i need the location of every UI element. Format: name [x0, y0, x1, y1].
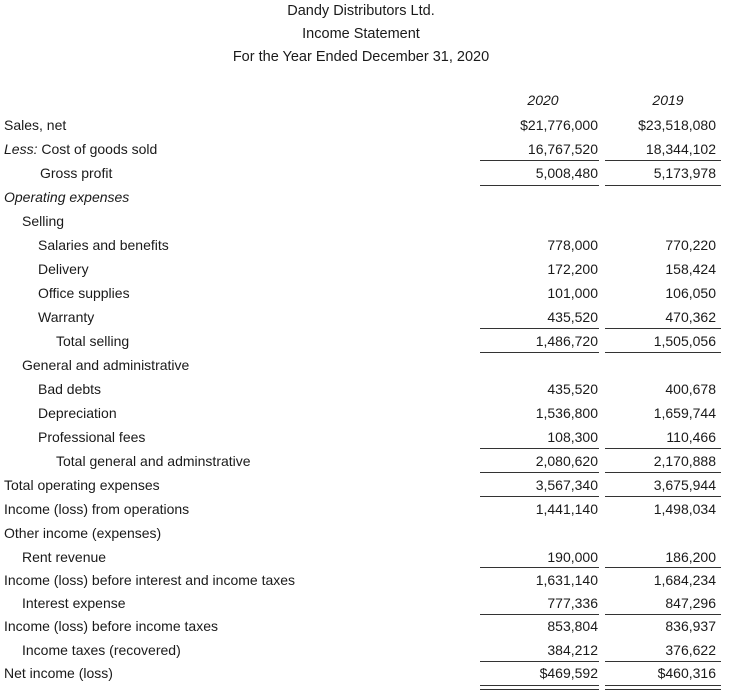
value-2020: 16,767,520	[527, 141, 598, 157]
value-2019: 110,466	[666, 429, 716, 445]
less-prefix: Less:	[4, 141, 38, 157]
value-2019: 847,296	[665, 595, 716, 611]
value-2020: 384,212	[547, 642, 598, 658]
value-2019: 1,505,056	[653, 333, 716, 349]
row-label: Office supplies	[38, 285, 130, 301]
underline	[605, 352, 721, 353]
value-2020: 777,336	[547, 595, 598, 611]
value-2019: 376,622	[665, 642, 716, 658]
value-2019: 836,937	[665, 618, 716, 634]
row-label: Delivery	[38, 261, 89, 277]
row-label: Bad debts	[38, 381, 102, 397]
row-income-from-operations	[0, 498, 736, 522]
value-2019: 1,684,234	[653, 572, 716, 588]
row-label: Total operating expenses	[4, 477, 160, 493]
row-other-income-heading	[0, 522, 736, 546]
row-total-general-and-administrative	[0, 450, 736, 474]
row-cost-of-goods-sold	[0, 138, 736, 162]
company-name: Dandy Distributors Ltd.	[287, 3, 435, 19]
row-label: Net income (loss)	[4, 665, 113, 681]
underline	[480, 614, 599, 615]
statement-title: Income Statement	[302, 26, 420, 42]
row-label: Cost of goods sold	[37, 141, 158, 157]
value-2020: 853,804	[547, 618, 598, 634]
row-salaries-and-benefits	[0, 234, 736, 258]
value-2020: 3,567,340	[535, 477, 598, 493]
underline	[605, 448, 721, 449]
underline	[480, 496, 599, 497]
statement-period: For the Year Ended December 31, 2020	[232, 49, 490, 65]
value-2019: 2,170,888	[653, 453, 716, 469]
value-2019: 106,050	[665, 285, 716, 301]
row-label: Selling	[22, 213, 65, 229]
value-2020: $469,592	[539, 665, 598, 681]
value-2020: 108,300	[547, 429, 598, 445]
row-depreciation	[0, 402, 736, 426]
column-header-2019: 2019	[652, 92, 684, 108]
value-2019: 158,424	[665, 261, 716, 277]
underline	[480, 448, 599, 449]
row-professional-fees	[0, 426, 736, 450]
underline	[605, 328, 721, 329]
row-sales-net	[0, 114, 736, 138]
value-2019: 470,362	[665, 309, 716, 325]
underline	[480, 472, 599, 473]
row-label: Warranty	[38, 309, 95, 325]
row-label: Sales, net	[4, 117, 67, 133]
row-income-taxes-recovered	[0, 639, 736, 663]
value-2019: 770,220	[665, 237, 716, 253]
underline	[605, 472, 721, 473]
value-2019: 1,659,744	[653, 405, 716, 421]
value-2020: 1,441,140	[535, 501, 598, 517]
value-2020: 1,536,800	[535, 405, 598, 421]
row-label: Professional fees	[38, 429, 146, 445]
value-2020: 172,200	[547, 261, 598, 277]
underline	[605, 160, 721, 161]
row-label: Operating expenses	[4, 189, 130, 205]
row-income-before-taxes	[0, 615, 736, 639]
underline	[480, 185, 599, 186]
row-bad-debts	[0, 378, 736, 402]
column-header-2020: 2020	[527, 92, 559, 108]
row-gross-profit	[0, 162, 736, 186]
underline	[605, 496, 721, 497]
value-2019: 18,344,102	[645, 141, 716, 157]
row-label: Other income (expenses)	[4, 525, 162, 541]
row-label: Total general and adminstrative	[56, 453, 251, 469]
row-office-supplies	[0, 282, 736, 306]
double-underline	[605, 685, 721, 690]
row-label: Income (loss) before income taxes	[4, 618, 218, 634]
underline	[480, 661, 599, 662]
row-label: Salaries and benefits	[38, 237, 169, 253]
row-delivery	[0, 258, 736, 282]
value-2020: 435,520	[547, 381, 598, 397]
underline	[605, 614, 721, 615]
value-2019: 400,678	[665, 381, 716, 397]
row-label: Income (loss) before interest and income taxes	[4, 572, 296, 588]
value-2020: 101,000	[547, 285, 598, 301]
row-interest-expense	[0, 592, 736, 616]
row-label: General and administrative	[22, 357, 190, 373]
underline	[605, 661, 721, 662]
value-2019: $460,316	[657, 665, 716, 681]
row-label: Gross profit	[40, 165, 113, 181]
row-label: Depreciation	[38, 405, 117, 421]
value-2020: $21,776,000	[520, 117, 598, 133]
row-label: Total selling	[56, 333, 130, 349]
value-2020: 435,520	[547, 309, 598, 325]
value-2020: 778,000	[547, 237, 598, 253]
value-2019: 3,675,944	[653, 477, 716, 493]
underline	[480, 328, 599, 329]
underline	[605, 567, 721, 568]
row-net-income	[0, 662, 736, 686]
row-selling-heading	[0, 210, 736, 234]
underline	[480, 160, 599, 161]
value-2020: 1,631,140	[535, 572, 598, 588]
value-2020: 5,008,480	[535, 165, 598, 181]
row-label: Income (loss) from operations	[4, 501, 190, 517]
double-underline	[480, 685, 599, 690]
row-label: Rent revenue	[22, 549, 107, 565]
value-2020: 2,080,620	[535, 453, 598, 469]
row-warranty	[0, 306, 736, 330]
underline	[480, 352, 599, 353]
row-general-and-administrative-heading	[0, 354, 736, 378]
value-2019: 186,200	[665, 549, 716, 565]
row-income-before-interest-and-taxes	[0, 569, 736, 593]
row-operating-expenses-heading	[0, 186, 736, 210]
row-total-selling	[0, 330, 736, 354]
row-label: Income taxes (recovered)	[22, 642, 181, 658]
value-2019: 5,173,978	[653, 165, 716, 181]
value-2019: 1,498,034	[653, 501, 716, 517]
value-2019: $23,518,080	[638, 117, 716, 133]
underline	[605, 185, 721, 186]
value-2020: 190,000	[547, 549, 598, 565]
underline	[480, 567, 599, 568]
row-label: Interest expense	[22, 595, 126, 611]
value-2020: 1,486,720	[535, 333, 598, 349]
row-total-operating-expenses	[0, 474, 736, 498]
